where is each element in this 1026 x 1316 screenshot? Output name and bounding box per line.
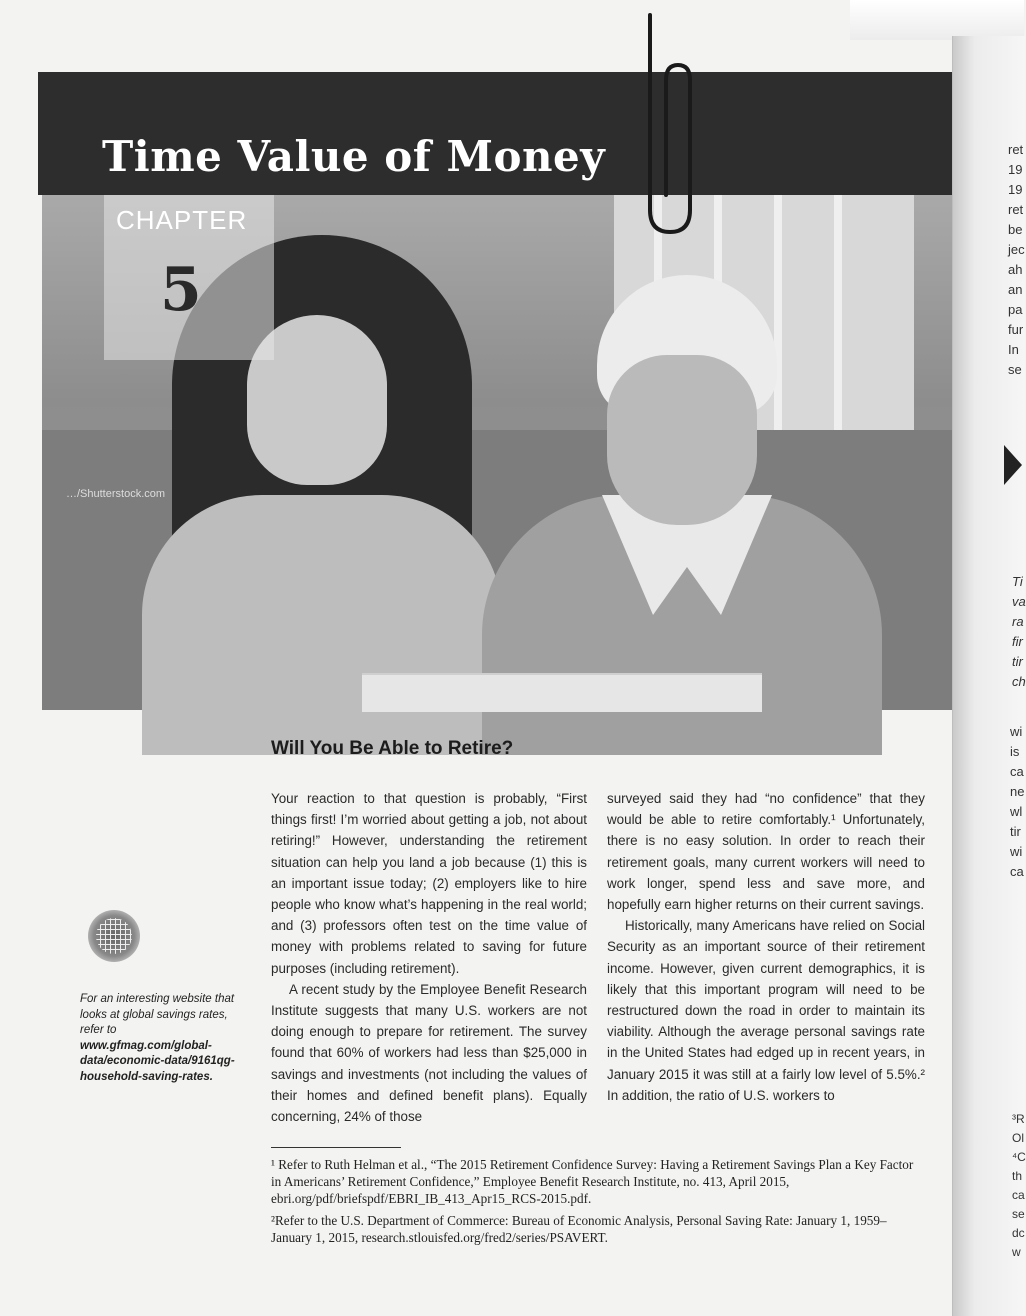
paperclip-icon bbox=[640, 10, 700, 240]
paragraph: surveyed said they had “no confidence” that they would be able to retire comfortably.¹ Unfortunately, there is no easy solution. In order to reach their retirement goals, many current workers will need to work longer, spend less and save more, and hopefully earn higher returns on their current savings. bbox=[607, 791, 925, 913]
chapter-title: Time Value of Money bbox=[102, 132, 606, 181]
footnote-1: ¹ Refer to Ruth Helman et al., “The 2015 Retirement Confidence Survey: Having a Retirement Savings Plan a Key Factor in Americans’ Retirement Confidence,” Employee Benefit Research Institute, no. 413, April 2015, ebri.org/pdf/briefspdf/EBRI_IB_413_Apr15_RCS-2015.pdf. bbox=[271, 1157, 914, 1206]
adjacent-page-text-bottom: ³R Ol ⁴C th ca se dc w bbox=[1012, 1112, 1026, 1259]
adjacent-page-text-middle: Ti va ra fir tir ch bbox=[1012, 574, 1026, 689]
paragraph: Historically, many Americans have relied on Social Security as an important source of their retirement income. However, given current demographics, it is likely that this important program will need to be restructured down the road in order to maintain its viability. Although the average personal savings rate in the United States had edged up in recent years, in January 2015 it was still at a fairly low level of 5.5%.² In addition, the ratio of U.S. workers to bbox=[607, 918, 925, 1103]
paragraph: Your reaction to that question is probably, “First things first! I’m worried about getting a job, not about retiring!” However, understanding the retirement situation can help you land a job because (1) this is an important issue today; (2) employers like to hire people who know what’s happening in the real world; and (3) professors often test on the time value of money with problems related to saving for future purposes (including retirement). bbox=[271, 791, 587, 976]
paragraph: A recent study by the Employee Benefit Research Institute suggests that many U.S. workers are not doing enough to prepare for retirement. The survey found that 60% of workers had less than $25,000 in savings and investments (not including the values of their homes and defined benefit plans). Equally concerning, 24% of those bbox=[271, 981, 587, 1125]
body-column-right bbox=[607, 788, 925, 1106]
photo-credit: …/Shutterstock.com bbox=[66, 488, 166, 500]
laptop bbox=[362, 673, 762, 712]
footnote-divider bbox=[271, 1147, 401, 1148]
chapter-number: 5 bbox=[160, 255, 202, 325]
margin-note bbox=[80, 992, 250, 1085]
adjacent-page-text-top: ret 19 19 ret be jec ah an pa fur In se bbox=[1008, 142, 1025, 377]
footnote-2: ²Refer to the U.S. Department of Commerce: Bureau of Economic Analysis, Personal Saving Rate: January 1, 1959–January 1, 2015, research.stlouisfed.org/fred2/series/PSAVERT. bbox=[271, 1213, 887, 1245]
chapter-label: CHAPTER bbox=[116, 205, 248, 235]
footnotes bbox=[271, 1156, 926, 1251]
adjacent-page-text-lower: wi is ca ne wl tir wi ca bbox=[1010, 724, 1025, 879]
margin-note-text: For an interesting website that looks at global savings rates, refer to bbox=[80, 993, 235, 1036]
globe-icon bbox=[88, 910, 140, 962]
section-heading: Will You Be Able to Retire? bbox=[271, 738, 514, 759]
body-column-left bbox=[271, 788, 587, 1127]
arrow-icon bbox=[1000, 440, 1024, 490]
page-edge-shadow bbox=[850, 0, 1024, 40]
margin-note-link[interactable]: www.gfmag.com/global-data/economic-data/9161qg-household-saving-rates. bbox=[80, 1039, 235, 1083]
